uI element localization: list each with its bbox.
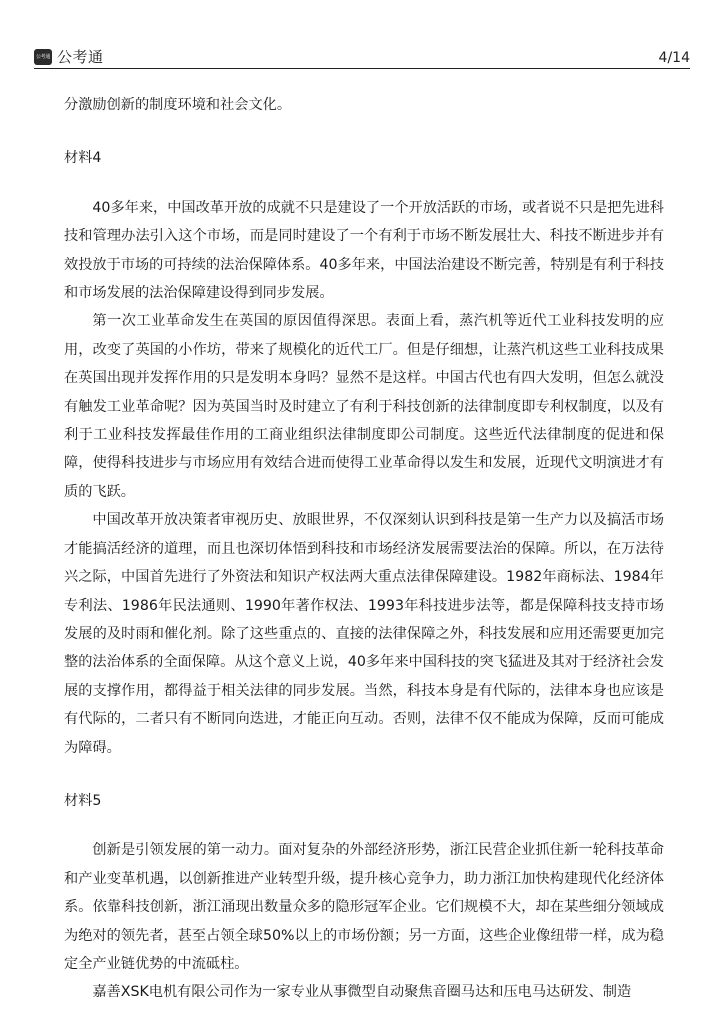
material-5-paragraph-1: 创新是引领发展的第一动力。面对复杂的外部经济形势，浙江民营企业抓住新一轮科技革命和产业变革机遇，以创新推进产业转型升级，提升核心竞争力，助力浙江加快构建现代化经济体系。依靠科技创新，浙江涌现出数量众多的隐形冠军企业。它们规模不大，却在某些细分领域成为绝对的领先者，甚至占领全球50%以上的市场份额；另一方面，这些企业像纽带一样，成为稳定全产业链优势的中流砥柱。 [64,842,664,972]
document-body [64,91,664,1007]
material-4-paragraph-1: 40多年来，中国改革开放的成就不只是建设了一个开放活跃的市场，或者说不只是把先进科技和管理办法引入这个市场，而是同时建设了一个有利于市场不断发展壮大、科技不断进步并有效投放于市场的可持续的法治保障体系。40多年来，中国法治建设不断完善，特别是有利于科技和市场发展的法治保障建设得到同步发展。 [64,199,664,302]
brand-logo [34,46,104,67]
section-heading-material-4: 材料4 [64,150,102,167]
page-number: 4/14 [658,50,690,66]
material-4-paragraph-3: 中国改革开放决策者审视历史、放眼世界，不仅深刻认识到科技是第一生产力以及搞活市场才能搞活经济的道理，而且也深切体悟到科技和市场经济发展需要法治的保障。所以，在万法待兴之际，中国首先进行了外资法和知识产权法两大重点法律保障建设。1982年商标法、1984年专利法、1986年民法通则、1990年著作权法、1993年科技进步法等，都是保障科技支持市场发展的及时雨和催化剂。除了这些重点的、直接的法律保障之外，科技发展和应用还需要更加完整的法治体系的全面保障。从这个意义上说，40多年来中国科技的突飞猛进及其对于经济社会发展的支撑作用，都得益于相关法律的同步发展。当然，科技本身是有代际的，法律本身也应该是有代际的，二者只有不断同向迭进，才能正向互动。否则，法律不仅不能成为保障，反而可能成为障碍。 [64,512,664,756]
logo-badge-icon: 公考通 [34,49,52,65]
logo-text: 公考通 [57,48,104,66]
material-5-paragraph-2: 嘉善XSK电机有限公司作为一家专业从事微型自动聚焦音圈马达和压电马达研发、制造 [92,984,632,1001]
page-header [34,44,690,69]
paragraph-continuation: 分激励创新的制度环境和社会文化。 [64,97,292,113]
section-heading-material-5: 材料5 [64,792,102,809]
material-4-paragraph-2: 第一次工业革命发生在英国的原因值得深思。表面上看，蒸汽机等近代工业科技发明的应用，改变了英国的小作坊，带来了规模化的近代工厂。但是仔细想，让蒸汽机这些工业科技成果在英国出现并发挥作用的只是发明本身吗？显然不是这样。中国古代也有四大发明，但怎么就没有触发工业革命呢？因为英国当时及时建立了有利于科技创新的法律制度即专利权制度，以及有利于工业科技发挥最佳作用的工商业组织法律制度即公司制度。这些近代法律制度的促进和保障，使得科技进步与市场应用有效结合进而使得工业革命得以发生和发展，近现代文明演进才有质的飞跃。 [64,313,664,500]
